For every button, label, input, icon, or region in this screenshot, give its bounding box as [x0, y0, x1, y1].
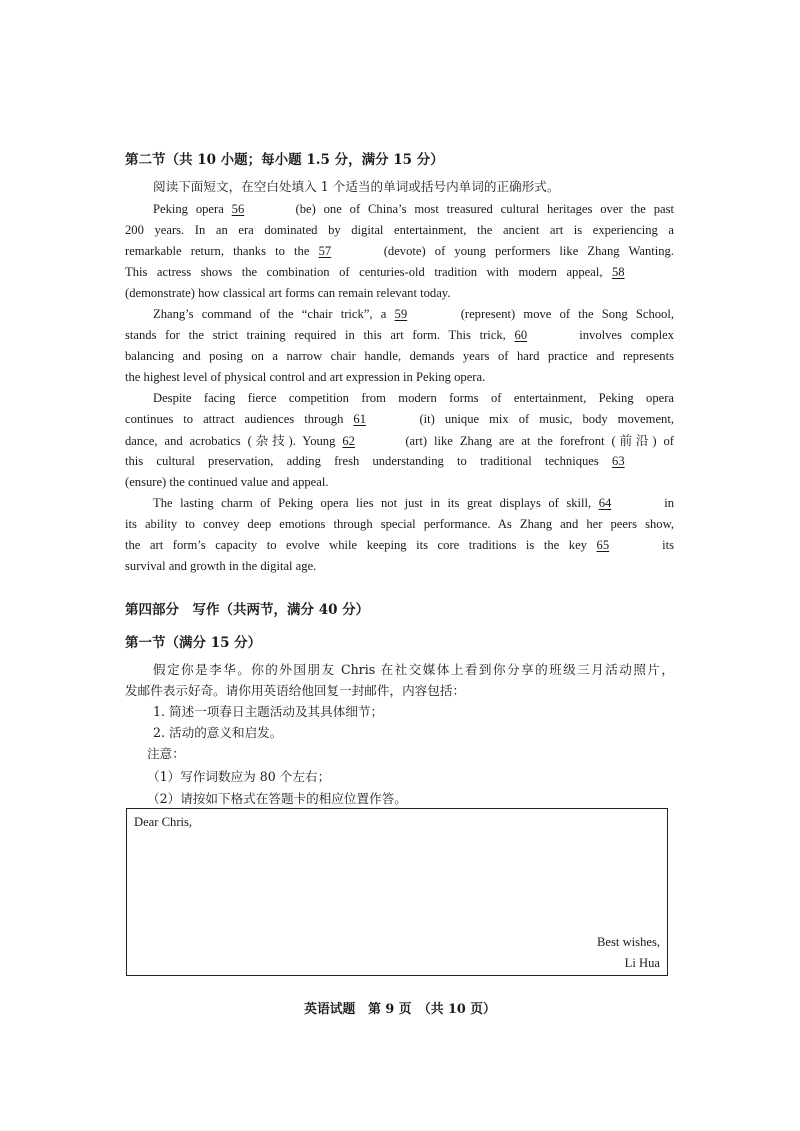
note-label: 注意：: [147, 746, 185, 761]
blank-64: 64: [598, 496, 612, 510]
blank-62: 62: [342, 434, 355, 448]
passage-line: its ability to convey deep emotions through special performance. As Zhang and her peers show,: [125, 517, 674, 531]
passage-line: the highest level of physical control and art expression in Peking opera.: [125, 370, 486, 384]
part-4-heading: 第四部分 写作（共两节，满分 40 分）: [125, 602, 370, 618]
passage-line: the art form’s capacity to evolve while keeping its core traditions is the key 65 its: [125, 535, 674, 556]
blank-57: 57: [318, 244, 332, 258]
note-1: （1）写作词数应为 80 个左右；: [147, 769, 331, 784]
letter-signature: Li Hua: [624, 956, 660, 970]
passage-line: This actress shows the combination of centuries-old tradition with modern appeal, 58: [125, 262, 674, 283]
passage-line: Peking opera 56 (be) one of China’s most treasured cultural heritages over the past: [153, 199, 674, 220]
blank-56: 56: [231, 202, 245, 216]
letter-greeting: Dear Chris,: [134, 815, 193, 829]
section-2-heading: 第二节（共 10 小题；每小题 1.5 分，满分 15 分）: [125, 152, 444, 168]
passage-line: The lasting charm of Peking opera lies not just in its great displays of skill, 64 in: [153, 493, 674, 514]
passage-line: stands for the strict training required in this art form. This trick, 60 involves complex: [125, 325, 674, 346]
passage-line: Zhang’s command of the “chair trick”, a 59 (represent) move of the Song School,: [153, 304, 674, 325]
blank-60: 60: [514, 328, 528, 342]
passage-line: Despite facing fierce competition from modern forms of entertainment, Peking opera: [153, 391, 674, 405]
letter-answer-box: [126, 808, 668, 976]
passage-line: (demonstrate) how classical art forms can remain relevant today.: [125, 286, 451, 300]
blank-58: 58: [612, 265, 625, 279]
prompt-item-2: 2. 活动的意义和启发。: [153, 725, 283, 740]
passage-line: (ensure) the continued value and appeal.: [125, 475, 329, 489]
passage-line: balancing and posing on a narrow chair handle, demands years of hard practice and represents: [125, 349, 674, 363]
passage-line: 200 years. In an era dominated by digital entertainment, the ancient art is experiencing a: [125, 223, 674, 237]
passage-line: remarkable return, thanks to the 57 (devote) of young performers like Zhang Wanting.: [125, 241, 674, 262]
section-2-instruction: 阅读下面短文，在空白处填入 1 个适当的单词或括号内单词的正确形式。: [153, 179, 560, 194]
passage-line: this cultural preservation, adding fresh understanding to traditional techniques 63: [125, 451, 674, 472]
writing-prompt: 发邮件表示好奇。请你用英语给他回复一封邮件，内容包括：: [125, 683, 466, 698]
note-2: （2）请按如下格式在答题卡的相应位置作答。: [147, 791, 407, 806]
passage-line: survival and growth in the digital age.: [125, 559, 317, 573]
letter-closing: Best wishes,: [597, 935, 660, 949]
blank-61: 61: [353, 412, 367, 426]
passage-line: continues to attract audiences through 61 (it) unique mix of music, body movement,: [125, 409, 674, 430]
prompt-item-1: 1. 简述一项春日主题活动及其具体细节；: [153, 704, 384, 719]
section-1-heading: 第一节（满分 15 分）: [125, 635, 262, 651]
writing-prompt: 假定你是李华。你的外国朋友 Chris 在社交媒体上看到你分享的班级三月活动照片，: [153, 662, 674, 677]
blank-63: 63: [612, 454, 625, 468]
passage-line: dance, and acrobatics (杂技). Young 62 (art) like Zhang are at the forefront (前沿) of: [125, 430, 674, 452]
blank-65: 65: [596, 538, 610, 552]
blank-59: 59: [394, 307, 408, 321]
page-footer: 英语试题 第 9 页 （共 10 页）: [304, 1002, 496, 1017]
